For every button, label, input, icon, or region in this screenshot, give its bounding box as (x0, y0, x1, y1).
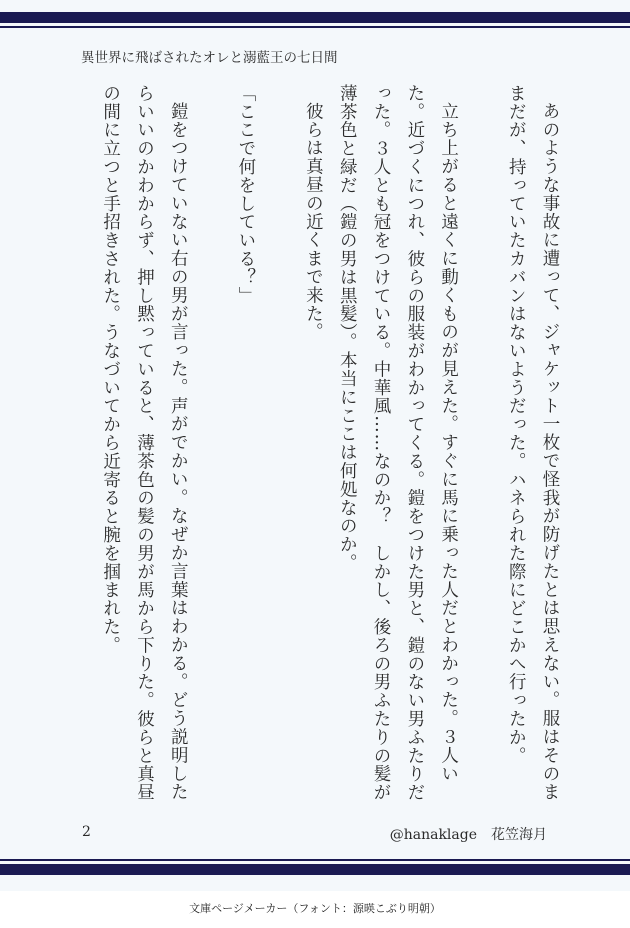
dialogue-line: 「ここで何をしている？」 (235, 84, 256, 305)
top-border-thin (0, 26, 630, 28)
bottom-border-thin (0, 859, 630, 861)
paragraph: 鎧をつけていない右の男が言った。声がでかい。なぜか言葉はわかる。どう説明したらいいのかわからず、押し黙っていると、薄茶色の髪の男が馬から下りた。彼らと真昼の間に立つと手招きされた。うなづいてから近寄ると腕を掴まれた。 (100, 84, 189, 802)
body-text (76, 84, 566, 804)
top-border-thick (0, 12, 630, 23)
page-number: 2 (82, 824, 91, 840)
bottom-border-thick (0, 864, 630, 875)
blank-line (194, 84, 228, 804)
paragraph: 彼らは真昼の近くまで来た。 (303, 101, 324, 341)
blank-line (465, 84, 499, 804)
blank-line (262, 84, 296, 804)
book-title: 異世界に飛ばされたオレと溺藍王の七日間 (81, 50, 338, 66)
paragraph: あのような事故に遭って、ジャケット一枚で怪我が防げたとは思えない。服はそのままだが、持っていたカバンはないようだった。ハネられた際にどこかへ行ったか。 (506, 84, 560, 801)
author-credit: @hanaklage 花笠海月 (389, 827, 547, 843)
paragraph: 立ち上がると遠くに動くものが見えた。すぐに馬に乗った人だとわかった。３人いた。近づくにつれ、彼らの服装がわかってくる。鎧をつけた男と、鎧のない男ふたりだった。３人とも冠をつけている。中華風……なのか？ しかし、後ろの男ふたりの髪が薄茶色と緑だ（鎧の男は黒髪）。本当にここは何処なのか。 (337, 84, 459, 802)
generator-credit: 文庫ページメーカー（フォント：源暎こぶり明朝） (189, 902, 441, 915)
